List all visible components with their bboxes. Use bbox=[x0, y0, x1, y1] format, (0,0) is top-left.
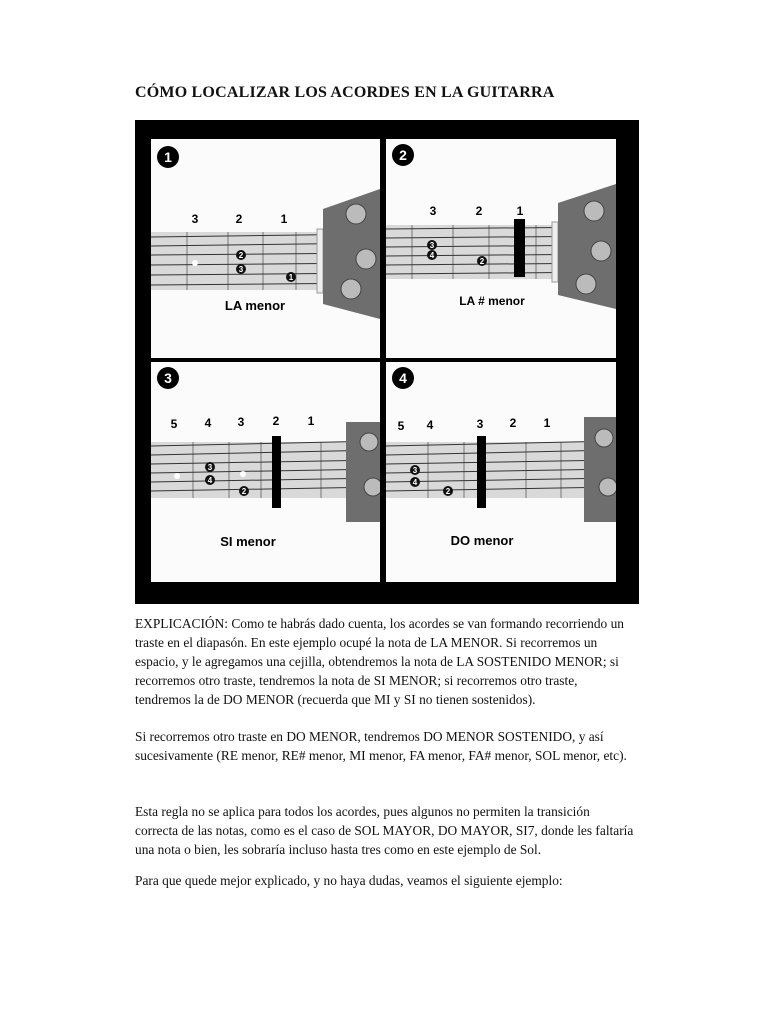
paragraph-do-menor-sostenido: Si recorremos otro traste en DO MENOR, tendremos DO MENOR SOSTENIDO, y así sucesivamente (RE menor, RE# menor, MI menor, FA menor, FA# menor, SOL menor, etc). bbox=[135, 729, 627, 763]
fret-label: 3 bbox=[237, 415, 245, 429]
fret-label: 1 bbox=[543, 416, 551, 430]
fret-label: 5 bbox=[170, 417, 178, 431]
chord-figure bbox=[135, 120, 639, 604]
paragraph-ejemplo: Para que quede mejor explicado, y no haya dudas, veamos el siguiente ejemplo: bbox=[135, 873, 563, 888]
finger-marker: 3 bbox=[238, 265, 244, 274]
finger-marker: 2 bbox=[241, 487, 247, 496]
fret-label: 4 bbox=[426, 418, 434, 432]
chord-label: LA menor bbox=[224, 298, 286, 313]
chord-label: DO menor bbox=[450, 533, 514, 548]
chord-label: SI menor bbox=[220, 534, 276, 549]
finger-marker: 4 bbox=[429, 251, 435, 260]
fret-label: 3 bbox=[429, 204, 437, 218]
panel-do-menor bbox=[386, 362, 616, 582]
fret-label: 2 bbox=[235, 212, 243, 226]
panel-number: 2 bbox=[399, 147, 407, 163]
paragraph-explicacion: EXPLICACIÓN: Como te habrás dado cuenta, los acordes se van formando recorriendo un traste en el diapasón. En este ejemplo ocupé la nota de LA MENOR. Si recorremos un espacio, y le agregamos una cejilla, obtendremos la nota de LA SOSTENIDO MENOR; si recorremos otro traste, tendremos la nota de SI MENOR; si recorremos otro traste, tendremos la de DO MENOR (recuerda que MI y SI no tienen sostenidos). bbox=[135, 616, 624, 707]
finger-marker: 2 bbox=[445, 487, 451, 496]
fret-label: 3 bbox=[191, 212, 199, 226]
chord-label: LA # menor bbox=[459, 294, 525, 308]
panel-number: 1 bbox=[164, 149, 172, 165]
fret-label: 1 bbox=[307, 414, 315, 428]
finger-marker: 4 bbox=[412, 478, 418, 487]
fret-label: 2 bbox=[272, 414, 280, 428]
finger-marker: 3 bbox=[412, 466, 418, 475]
finger-marker: 3 bbox=[429, 241, 435, 250]
fret-label: 5 bbox=[397, 419, 405, 433]
panel-la-menor bbox=[151, 139, 380, 358]
panel-si-menor bbox=[151, 362, 380, 582]
fret-label: 3 bbox=[476, 417, 484, 431]
page-title: CÓMO LOCALIZAR LOS ACORDES EN LA GUITARRA bbox=[135, 84, 555, 101]
panel-la-sostenido-menor bbox=[386, 139, 616, 358]
finger-marker: 2 bbox=[479, 257, 485, 266]
finger-marker: 3 bbox=[207, 463, 213, 472]
paragraph-excepciones: Esta regla no se aplica para todos los acordes, pues algunos no permiten la transición correcta de las notas, como es el caso de SOL MAYOR, DO MAYOR, SI7, donde les faltaría una nota o bien, les sobraría incluso hasta tres como en este ejemplo de Sol. bbox=[135, 804, 634, 857]
finger-marker: 4 bbox=[207, 476, 213, 485]
panel-number: 3 bbox=[164, 370, 172, 386]
fret-label: 4 bbox=[204, 416, 212, 430]
fret-label: 1 bbox=[516, 204, 524, 218]
panel-number: 4 bbox=[399, 370, 407, 386]
fret-label: 2 bbox=[475, 204, 483, 218]
finger-marker: 1 bbox=[288, 273, 294, 282]
fret-label: 1 bbox=[280, 212, 288, 226]
finger-marker: 2 bbox=[238, 251, 244, 260]
fret-label: 2 bbox=[509, 416, 517, 430]
